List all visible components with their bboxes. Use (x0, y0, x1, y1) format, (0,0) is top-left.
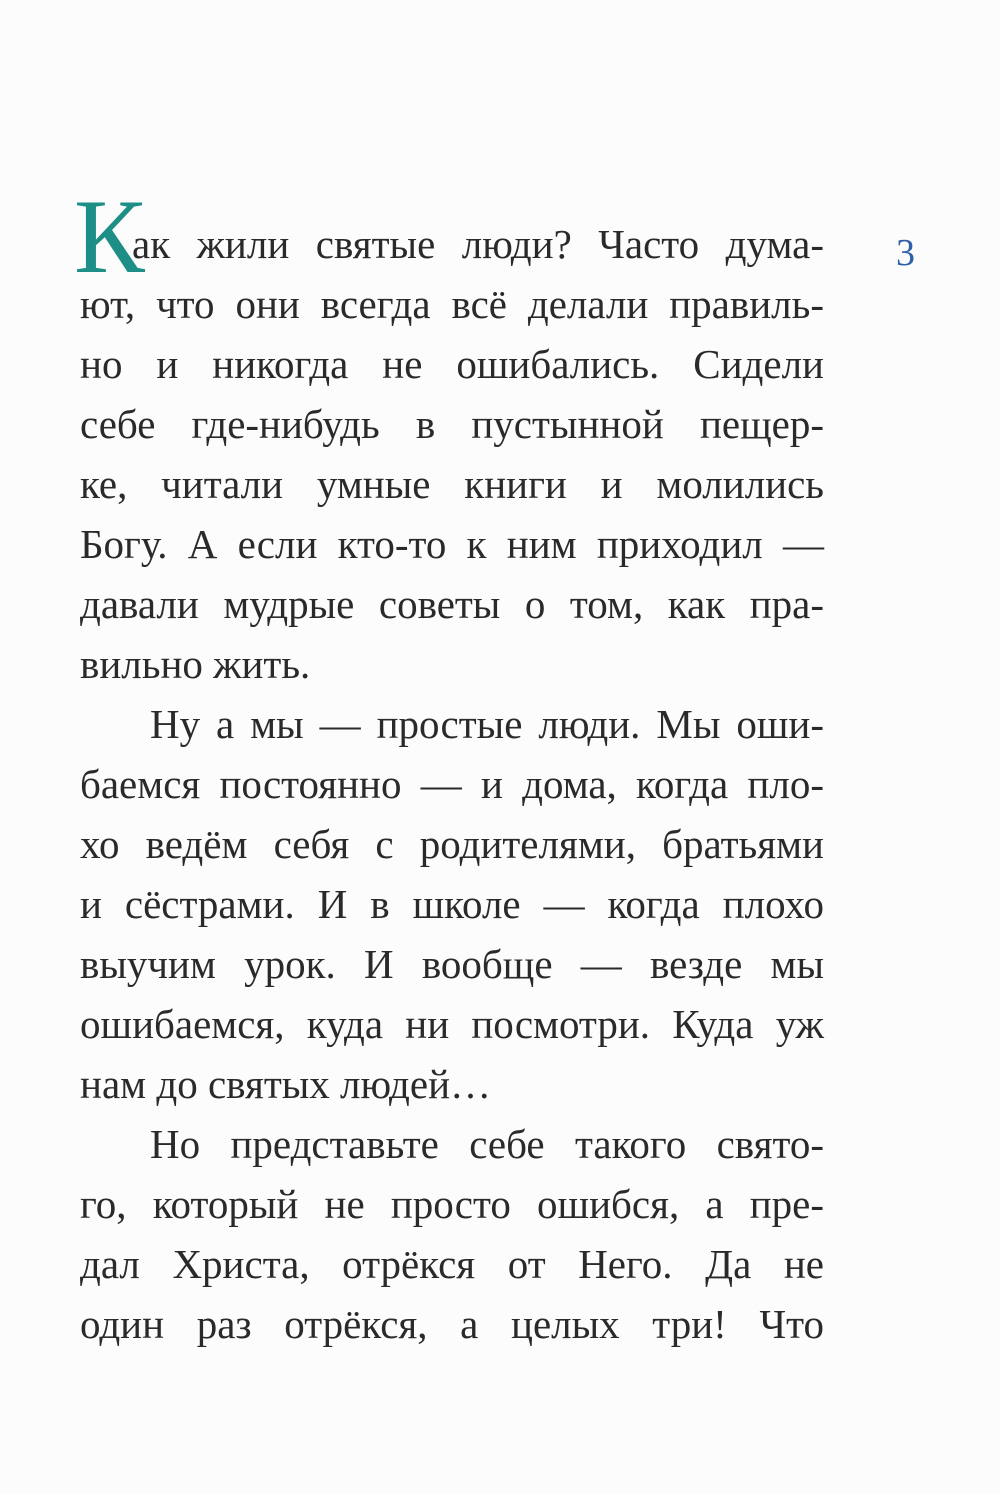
text-line: Ну а мы — простые люди. Мы оши- (150, 701, 824, 747)
text-line: вильно жить. (80, 641, 311, 687)
text-line: давали мудрые советы о том, как пра- (80, 581, 824, 627)
text-line: дал Христа, отрёкся от Него. Да не (80, 1241, 824, 1287)
text-line: нам до святых людей… (80, 1061, 492, 1107)
text-line: хо ведём себя с родителями, братьями (80, 821, 824, 867)
text-line: но и никогда не ошибались. Сидели (80, 341, 824, 387)
text-line: ют, что они всегда всё делали правиль- (80, 281, 824, 327)
text-line: и сёстрами. И в школе — когда плохо (80, 881, 824, 927)
text-line: один раз отрёкся, а целых три! Что (80, 1301, 824, 1347)
line-text: ак жили святые люди? Часто дума- (132, 221, 824, 267)
page-number: 3 (896, 232, 915, 274)
text-line: Богу. А если кто-то к ним приходил — (80, 521, 824, 567)
text-line (74, 178, 824, 295)
text-line: Но представьте себе такого свято- (150, 1121, 824, 1167)
body-text (74, 178, 824, 1354)
text-line: себе где-нибудь в пустынной пещер- (80, 401, 824, 447)
text-line: ке, читали умные книги и молились (80, 461, 824, 507)
text-line: выучим урок. И вообще — везде мы (80, 941, 824, 987)
drop-cap: К (74, 178, 145, 295)
text-line: баемся постоянно — и дома, когда пло- (80, 761, 824, 807)
text-line: го, который не просто ошибся, а пре- (80, 1181, 824, 1227)
text-line: ошибаемся, куда ни посмотри. Куда уж (80, 1001, 824, 1047)
